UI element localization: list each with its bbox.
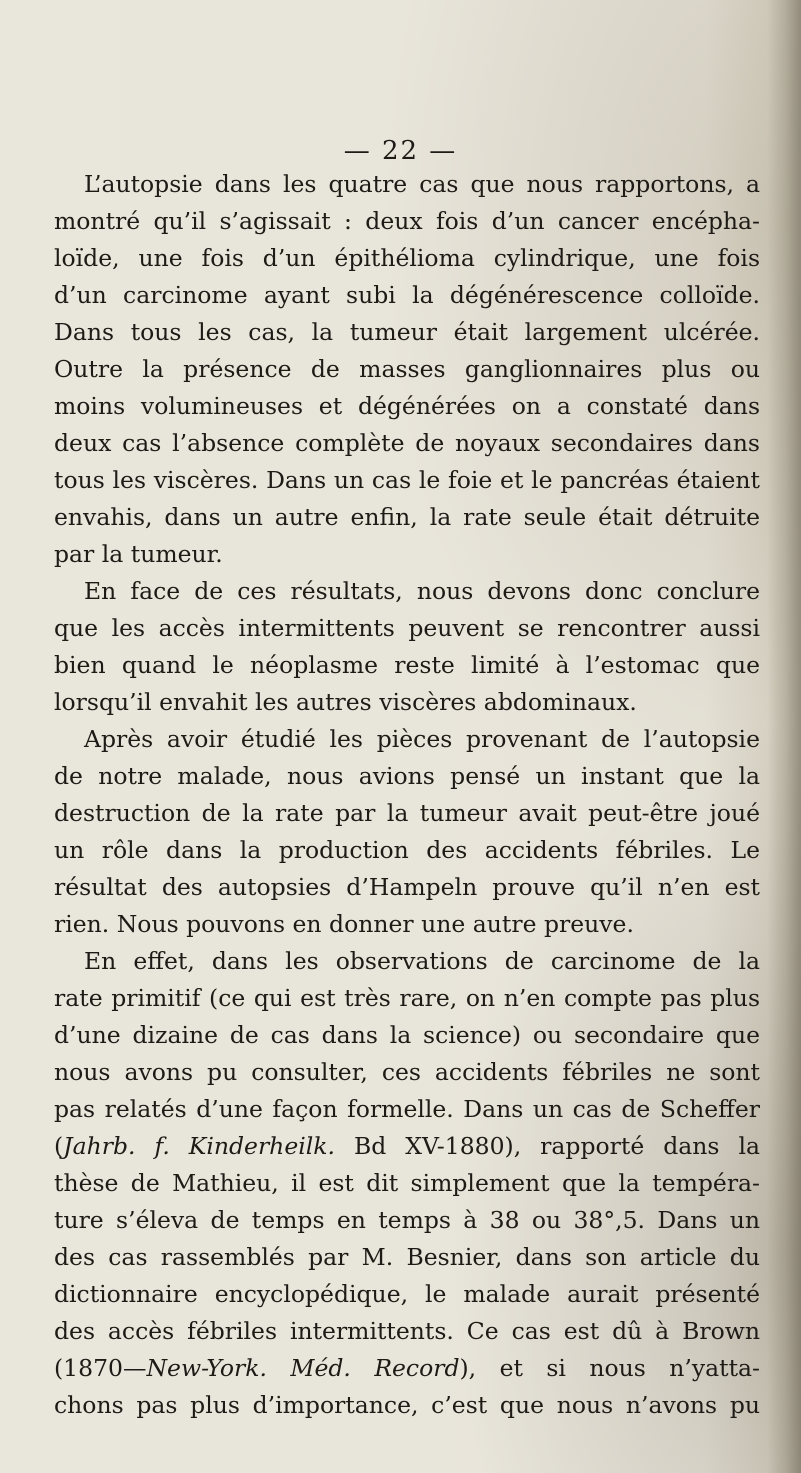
text-line-scheffer-reference [54, 1128, 760, 1165]
text-line: L’autopsie dans les quatre cas que nous rapportons, a [84, 170, 760, 198]
text-line: pas relatés d’une façon formelle. Dans un cas de Scheffer [54, 1095, 760, 1123]
text-line: thèse de Mathieu, il est dit simplement que la tempéra- [54, 1169, 760, 1197]
text-line: lorsqu’il envahit les autres viscères abdominaux. [54, 688, 637, 716]
ref-open: ( [54, 1132, 64, 1160]
text-line: rate primitif (ce qui est très rare, on n’en compte pas plus [54, 984, 760, 1012]
text-line-brown-reference [54, 1350, 760, 1387]
journal-title: New-York. Méd. Record [146, 1354, 460, 1382]
text-line: par la tumeur. [54, 540, 223, 568]
ref-open: (1870— [54, 1354, 147, 1382]
journal-title: Jahrb. f. Kinderheilk. [63, 1132, 335, 1160]
text-line: destruction de la rate par la tumeur avait peut-être joué [54, 799, 760, 827]
text-line: que les accès intermittents peuvent se rencontrer aussi [54, 614, 760, 642]
text-line: d’une dizaine de cas dans la science) ou secondaire que [54, 1021, 760, 1049]
text-line: de notre malade, nous avions pensé un instant que la [54, 762, 760, 790]
text-line: bien quand le néoplasme reste limité à l’estomac que [54, 651, 760, 679]
text-line: Dans tous les cas, la tumeur était largement ulcérée. [54, 318, 760, 346]
text-line: résultat des autopsies d’Hampeln prouve qu’il n’en est [54, 873, 760, 901]
text-line: moins volumineuses et dégénérées on a constaté dans [54, 392, 760, 420]
text-line: dictionnaire encyclopédique, le malade aurait présenté [54, 1280, 760, 1308]
text-line: d’un carcinome ayant subi la dégénérescence colloïde. [54, 281, 760, 309]
text-line: En effet, dans les observations de carcinome de la [84, 947, 760, 975]
text-line: un rôle dans la production des accidents fébriles. Le [54, 836, 760, 864]
ref-rest: ), et si nous n’yatta- [459, 1354, 760, 1382]
page-edge-shadow [767, 0, 801, 1473]
body-text [54, 166, 760, 1424]
text-line: Outre la présence de masses ganglionnaires plus ou [54, 355, 760, 383]
text-line: En face de ces résultats, nous devons donc conclure [84, 577, 760, 605]
ref-rest: Bd XV-1880), rapporté dans la [334, 1132, 760, 1160]
text-line: montré qu’il s’agissait : deux fois d’un cancer encépha- [54, 207, 760, 235]
text-line: deux cas l’absence complète de noyaux secondaires dans [54, 429, 760, 457]
text-line: envahis, dans un autre enfin, la rate seule était détruite [54, 503, 760, 531]
text-line: ture s’éleva de temps en temps à 38 ou 38°,5. Dans un [54, 1206, 760, 1234]
text-line: tous les viscères. Dans un cas le foie et le pancréas étaient [54, 466, 760, 494]
text-line: des accès fébriles intermittents. Ce cas est dû à Brown [54, 1317, 760, 1345]
text-line: rien. Nous pouvons en donner une autre preuve. [54, 910, 634, 938]
text-line: loïde, une fois d’un épithélioma cylindrique, une fois [54, 244, 760, 272]
text-line: Après avoir étudié les pièces provenant de l’autopsie [84, 725, 760, 753]
text-line: nous avons pu consulter, ces accidents fébriles ne sont [54, 1058, 760, 1086]
page-number: — 22 — [343, 136, 458, 166]
text-line: chons pas plus d’importance, c’est que nous n’avons pu [54, 1391, 760, 1419]
text-line: des cas rassemblés par M. Besnier, dans son article du [54, 1243, 760, 1271]
